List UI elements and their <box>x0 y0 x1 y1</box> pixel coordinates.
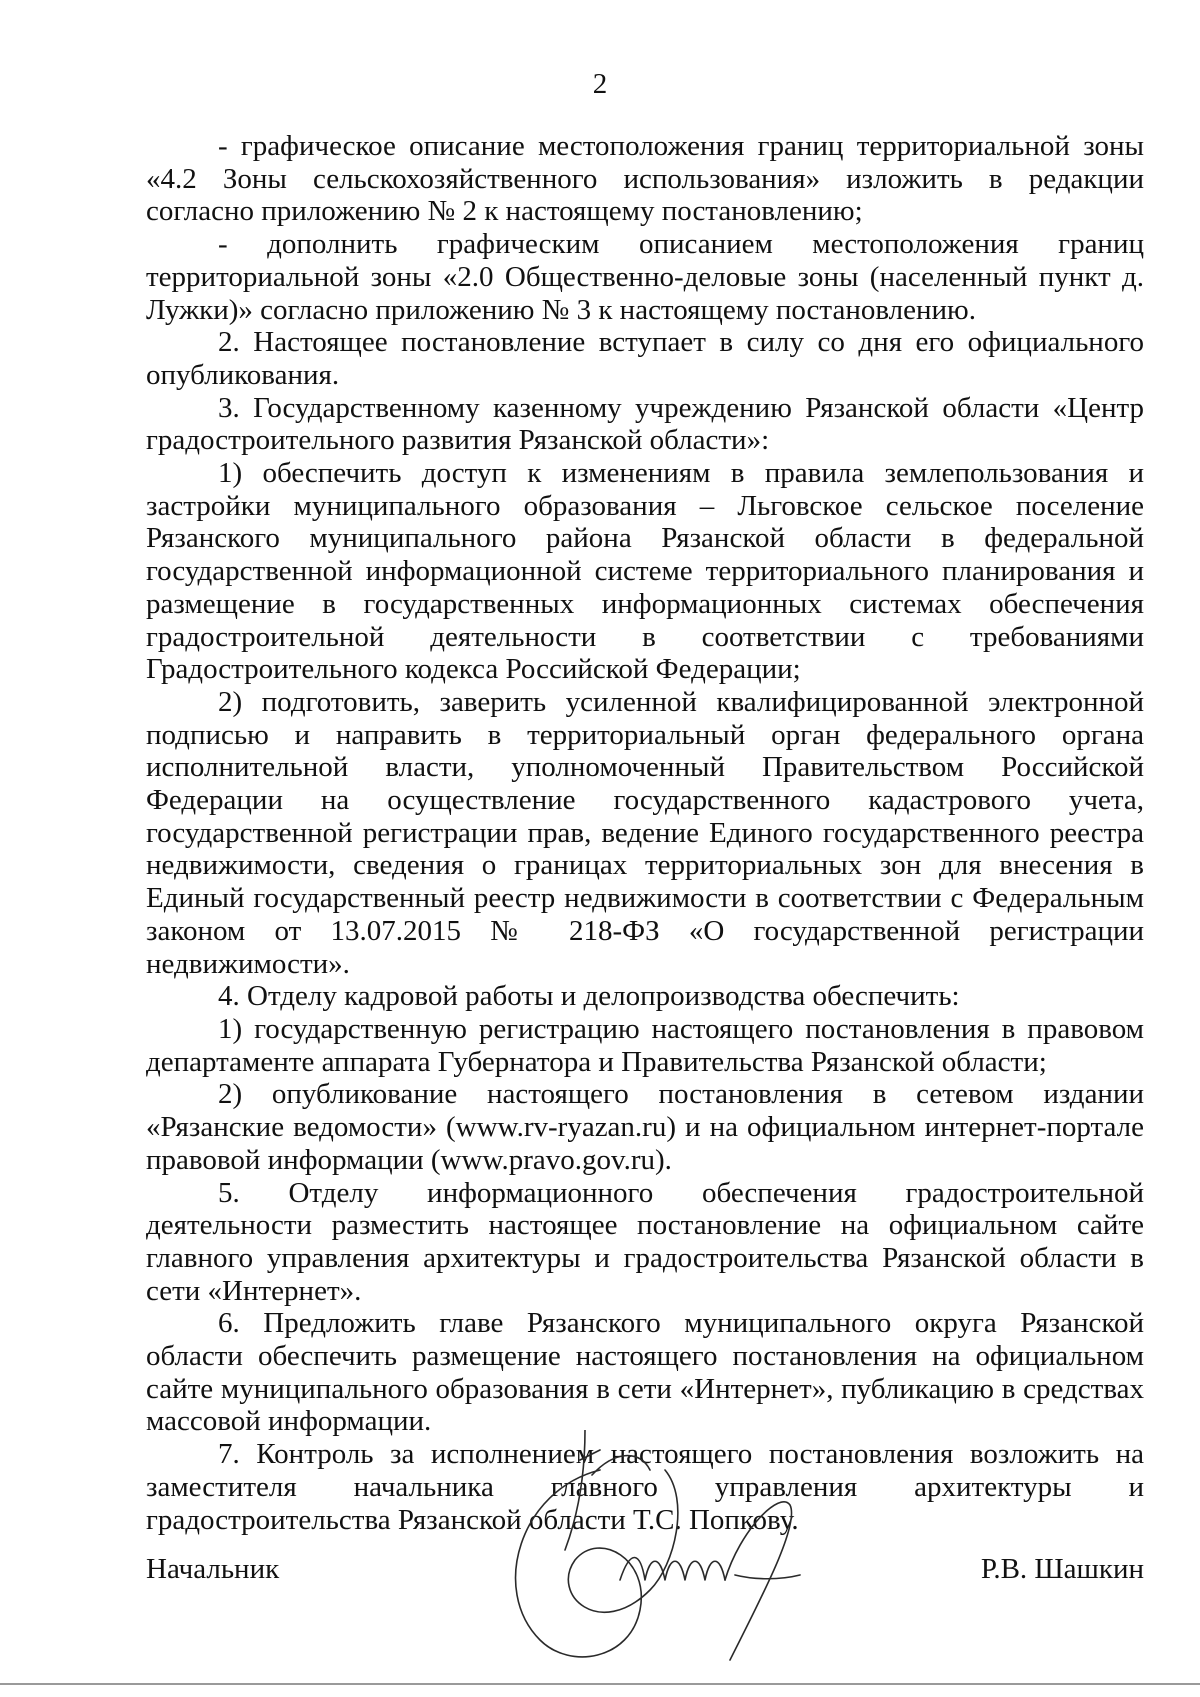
signatory-name: Р.В. Шашкин <box>980 1553 1144 1585</box>
document-body <box>146 130 1144 1536</box>
paragraph-item-4-2: - графическое описание местоположения границ территориальной зоны «4.2 Зоны сельскохозяйственного использования» изложить в редакции согласно приложению № 2 к настоящему постановлению; <box>146 130 1144 228</box>
paragraph-7: 7. Контроль за исполнением настоящего постановления возложить на заместителя начальника главного управления архитектуры и градостроительства Рязанской области Т.С. Попкову. <box>146 1438 1144 1536</box>
paragraph-item-2-0: - дополнить графическим описанием местоположения границ территориальной зоны «2.0 Общественно-деловые зоны (населенный пункт д. Лужки)» согласно приложению № 3 к настоящему постановлению. <box>146 228 1144 326</box>
paragraph-4-2-publication: 2) опубликование настоящего постановления в сетевом издании «Рязанские ведомости» (www.rv-ryazan.ru) и на официальном интернет-портале правовой информации (www.pravo.gov.ru). <box>146 1078 1144 1176</box>
paragraph-4: 4. Отделу кадровой работы и делопроизводства обеспечить: <box>218 980 960 1013</box>
signatory-title: Начальник <box>146 1553 280 1585</box>
paragraph-3: 3. Государственному казенному учреждению Рязанской области «Центр градостроительного развития Рязанской области»: <box>146 391 1144 457</box>
scan-bottom-edge <box>0 1683 1200 1685</box>
paragraph-5: 5. Отделу информационного обеспечения градостроительной деятельности разместить настоящее постановление на официальном сайте главного управления архитектуры и градостроительства Рязанской области в сети «Интернет». <box>146 1176 1144 1307</box>
page-number: 2 <box>592 68 608 100</box>
paragraph-4-1: 1) государственную регистрацию настоящего постановления в правовом департаменте аппарата Губернатора и Правительства Рязанской области; <box>146 1012 1144 1078</box>
paragraph-3-2: 2) подготовить, заверить усиленной квалифицированной электронной подписью и направить в территориальный орган федерального органа исполнительной власти, уполномоченный Правительством Российской Федерации на осуществление государственного кадастрового учета, государственной регистрации прав, ведение Единого государственного реестра недвижимости, сведения о границах территориальных зон для внесения в Единый государственный реестр недвижимости в соответствии с Федеральным законом от 13.07.2015 № 218-ФЗ «О государственной регистрации недвижимости». <box>146 685 1144 980</box>
signature-block <box>146 1553 1144 1593</box>
paragraph-3-1: 1) обеспечить доступ к изменениям в правила землепользования и застройки муниципального образования – Льговское сельское поселение Рязанского муниципального района Рязанской области в федеральной государственной информационной системе территориального планирования и размещение в государственных информационных системах обеспечения градостроительной деятельности в соответствии с требованиями Градостроительного кодекса Российской Федерации; <box>146 457 1144 686</box>
paragraph-6: 6. Предложить главе Рязанского муниципального округа Рязанской области обеспечить размещение настоящего постановления на официальном сайте муниципального образования в сети «Интернет», публикацию в средствах массовой информации. <box>146 1307 1144 1438</box>
paragraph-2: 2. Настоящее постановление вступает в силу со дня его официального опубликования. <box>146 326 1144 391</box>
